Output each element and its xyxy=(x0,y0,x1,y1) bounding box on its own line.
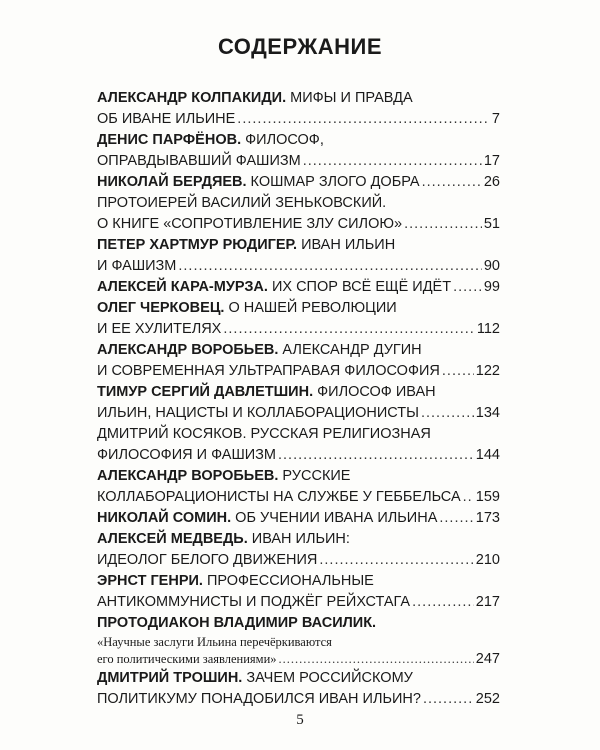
toc-entry-continuation[interactable] xyxy=(97,214,500,235)
toc-entry-continuation[interactable] xyxy=(97,256,500,277)
dot-leader xyxy=(178,256,481,277)
toc-author: АЛЕКСЕЙ КАРА-МУРЗА. xyxy=(97,279,268,295)
toc-page-number: 26 xyxy=(483,174,500,190)
toc-title: И ЕЕ ХУЛИТЕЛЯХ xyxy=(97,321,222,337)
toc-title: РУССКИЕ xyxy=(278,468,351,484)
toc-entry[interactable] xyxy=(97,277,500,298)
toc-title: ДМИТРИЙ КОСЯКОВ. РУССКАЯ РЕЛИГИОЗНАЯ xyxy=(97,426,431,442)
toc-title: ИХ СПОР ВСЁ ЕЩЁ ИДЁТ xyxy=(267,279,452,295)
toc-entry[interactable] xyxy=(97,172,500,193)
toc-title: МИФЫ И ПРАВДА xyxy=(286,90,413,106)
toc-title: О НАШЕЙ РЕВОЛЮЦИИ xyxy=(224,300,397,316)
toc-entry-continuation[interactable] xyxy=(97,550,500,571)
toc-entry[interactable] xyxy=(97,130,500,151)
toc-title: ОБ УЧЕНИИ ИВАНА ИЛЬИНА xyxy=(231,510,438,526)
toc-entry[interactable] xyxy=(97,235,500,256)
toc-entry-continuation[interactable] xyxy=(97,109,500,130)
toc-title: ПРОТОИЕРЕЙ ВАСИЛИЙ ЗЕНЬКОВСКИЙ. xyxy=(97,195,387,211)
toc-author: ТИМУР СЕРГИЙ ДАВЛЕТШИН. xyxy=(97,384,314,400)
toc-entry[interactable] xyxy=(97,193,500,214)
page-number: 5 xyxy=(296,712,304,728)
dot-leader xyxy=(237,109,490,130)
toc-entry[interactable] xyxy=(97,508,500,529)
toc-page-number: 134 xyxy=(475,405,500,421)
dot-leader xyxy=(463,487,474,508)
toc-entry-continuation[interactable] xyxy=(97,403,500,424)
toc-title: АНТИКОММУНИСТЫ И ПОДЖЁГ РЕЙХСТАГА xyxy=(97,594,411,610)
page-title: СОДЕРЖАНИЕ xyxy=(217,34,383,59)
toc-title: ОБ ИВАНЕ ИЛЬИНЕ xyxy=(97,111,236,127)
dot-leader xyxy=(453,277,482,298)
dot-leader xyxy=(279,651,474,668)
toc-entry-continuation[interactable] xyxy=(97,689,500,710)
toc-author: ОЛЕГ ЧЕРКОВЕЦ. xyxy=(97,300,225,316)
dot-leader xyxy=(278,445,474,466)
toc-entry-continuation[interactable] xyxy=(97,487,500,508)
toc-title: КОЛЛАБОРАЦИОНИСТЫ НА СЛУЖБЕ У ГЕББЕЛЬСА xyxy=(97,489,461,505)
dot-leader xyxy=(422,172,482,193)
toc-title: АЛЕКСАНДР ДУГИН xyxy=(278,342,422,358)
toc-page-number: 51 xyxy=(483,216,500,232)
toc-author: ПРОТОДИАКОН ВЛАДИМИР ВАСИЛИК. xyxy=(97,615,377,631)
toc-entry-continuation[interactable] xyxy=(97,634,500,651)
toc-entry[interactable] xyxy=(97,668,500,689)
toc-title: ИЛЬИН, НАЦИСТЫ И КОЛЛАБОРАЦИОНИСТЫ xyxy=(97,405,419,421)
dot-leader xyxy=(439,508,473,529)
toc-entry[interactable] xyxy=(97,424,500,445)
dot-leader xyxy=(303,151,482,172)
toc-title: ИВАН ИЛЬИН: xyxy=(247,531,350,547)
toc-page-number: 112 xyxy=(476,321,500,337)
toc-entry[interactable] xyxy=(97,88,500,109)
toc-page-number: 173 xyxy=(475,510,500,526)
toc-entry[interactable] xyxy=(97,298,500,319)
toc-entry-continuation[interactable] xyxy=(97,361,500,382)
toc-title: его политическими заявлениями» xyxy=(97,652,277,666)
toc-author: АЛЕКСАНДР ВОРОБЬЕВ. xyxy=(97,342,279,358)
dot-leader xyxy=(223,319,475,340)
toc-author: НИКОЛАЙ БЕРДЯЕВ. xyxy=(97,174,247,190)
toc-title: КОШМАР ЗЛОГО ДОБРА xyxy=(246,174,420,190)
toc-page-number: 247 xyxy=(475,651,500,667)
dot-leader xyxy=(319,550,473,571)
toc-entry-continuation[interactable] xyxy=(97,592,500,613)
toc-page-number: 159 xyxy=(475,489,500,505)
toc-title: ФИЛОСОФ, xyxy=(241,132,324,148)
table-of-contents xyxy=(97,88,500,710)
toc-title: ПОЛИТИКУМУ ПОНАДОБИЛСЯ ИВАН ИЛЬИН? xyxy=(97,691,421,707)
toc-entry[interactable] xyxy=(97,340,500,361)
toc-page-number: 122 xyxy=(475,363,500,379)
toc-author: НИКОЛАЙ СОМИН. xyxy=(97,510,232,526)
toc-title: О КНИГЕ «СОПРОТИВЛЕНИЕ ЗЛУ СИЛОЮ» xyxy=(97,216,403,232)
toc-author: ПЕТЕР ХАРТМУР РЮДИГЕР. xyxy=(97,237,298,253)
toc-entry[interactable] xyxy=(97,466,500,487)
toc-entry-continuation[interactable] xyxy=(97,651,500,668)
dot-leader xyxy=(412,592,474,613)
dot-leader xyxy=(423,689,474,710)
toc-page-number: 99 xyxy=(483,279,500,295)
toc-entry-continuation[interactable] xyxy=(97,445,500,466)
toc-title: ФИЛОСОФ ИВАН xyxy=(313,384,436,400)
toc-author: АЛЕКСЕЙ МЕДВЕДЬ. xyxy=(97,531,248,547)
toc-title: И ФАШИЗМ xyxy=(97,258,177,274)
toc-page-number: 90 xyxy=(483,258,500,274)
toc-author: АЛЕКСАНДР ВОРОБЬЕВ. xyxy=(97,468,279,484)
toc-title: ПРОФЕССИОНАЛЬНЫЕ xyxy=(202,573,374,589)
toc-entry-continuation[interactable] xyxy=(97,151,500,172)
toc-entry[interactable] xyxy=(97,529,500,550)
toc-entry[interactable] xyxy=(97,613,500,634)
toc-entry-continuation[interactable] xyxy=(97,319,500,340)
toc-author: ЭРНСТ ГЕНРИ. xyxy=(97,573,203,589)
toc-title: ОПРАВДЫВАВШИЙ ФАШИЗМ xyxy=(97,153,301,169)
toc-entry[interactable] xyxy=(97,382,500,403)
toc-author: ДЕНИС ПАРФЁНОВ. xyxy=(97,132,242,148)
toc-title: И СОВРЕМЕННАЯ УЛЬТРАПРАВАЯ ФИЛОСОФИЯ xyxy=(97,363,440,379)
toc-title: «Научные заслуги Ильина перечёркиваются xyxy=(97,635,332,649)
toc-author: АЛЕКСАНДР КОЛПАКИДИ. xyxy=(97,90,287,106)
toc-page-number: 252 xyxy=(475,691,500,707)
toc-title: ИДЕОЛОГ БЕЛОГО ДВИЖЕНИЯ xyxy=(97,552,318,568)
toc-title: ЗАЧЕМ РОССИЙСКОМУ xyxy=(242,670,413,686)
toc-page-number: 7 xyxy=(491,111,500,127)
toc-page-number: 17 xyxy=(483,153,500,169)
dot-leader xyxy=(421,403,474,424)
toc-title: ФИЛОСОФИЯ И ФАШИЗМ xyxy=(97,447,276,463)
toc-page-number: 217 xyxy=(475,594,500,610)
toc-author: ДМИТРИЙ ТРОШИН. xyxy=(97,670,243,686)
toc-title: ИВАН ИЛЬИН xyxy=(297,237,396,253)
toc-page-number: 210 xyxy=(475,552,500,568)
dot-leader xyxy=(404,214,482,235)
dot-leader xyxy=(442,361,474,382)
toc-entry[interactable] xyxy=(97,571,500,592)
toc-page-number: 144 xyxy=(475,447,500,463)
